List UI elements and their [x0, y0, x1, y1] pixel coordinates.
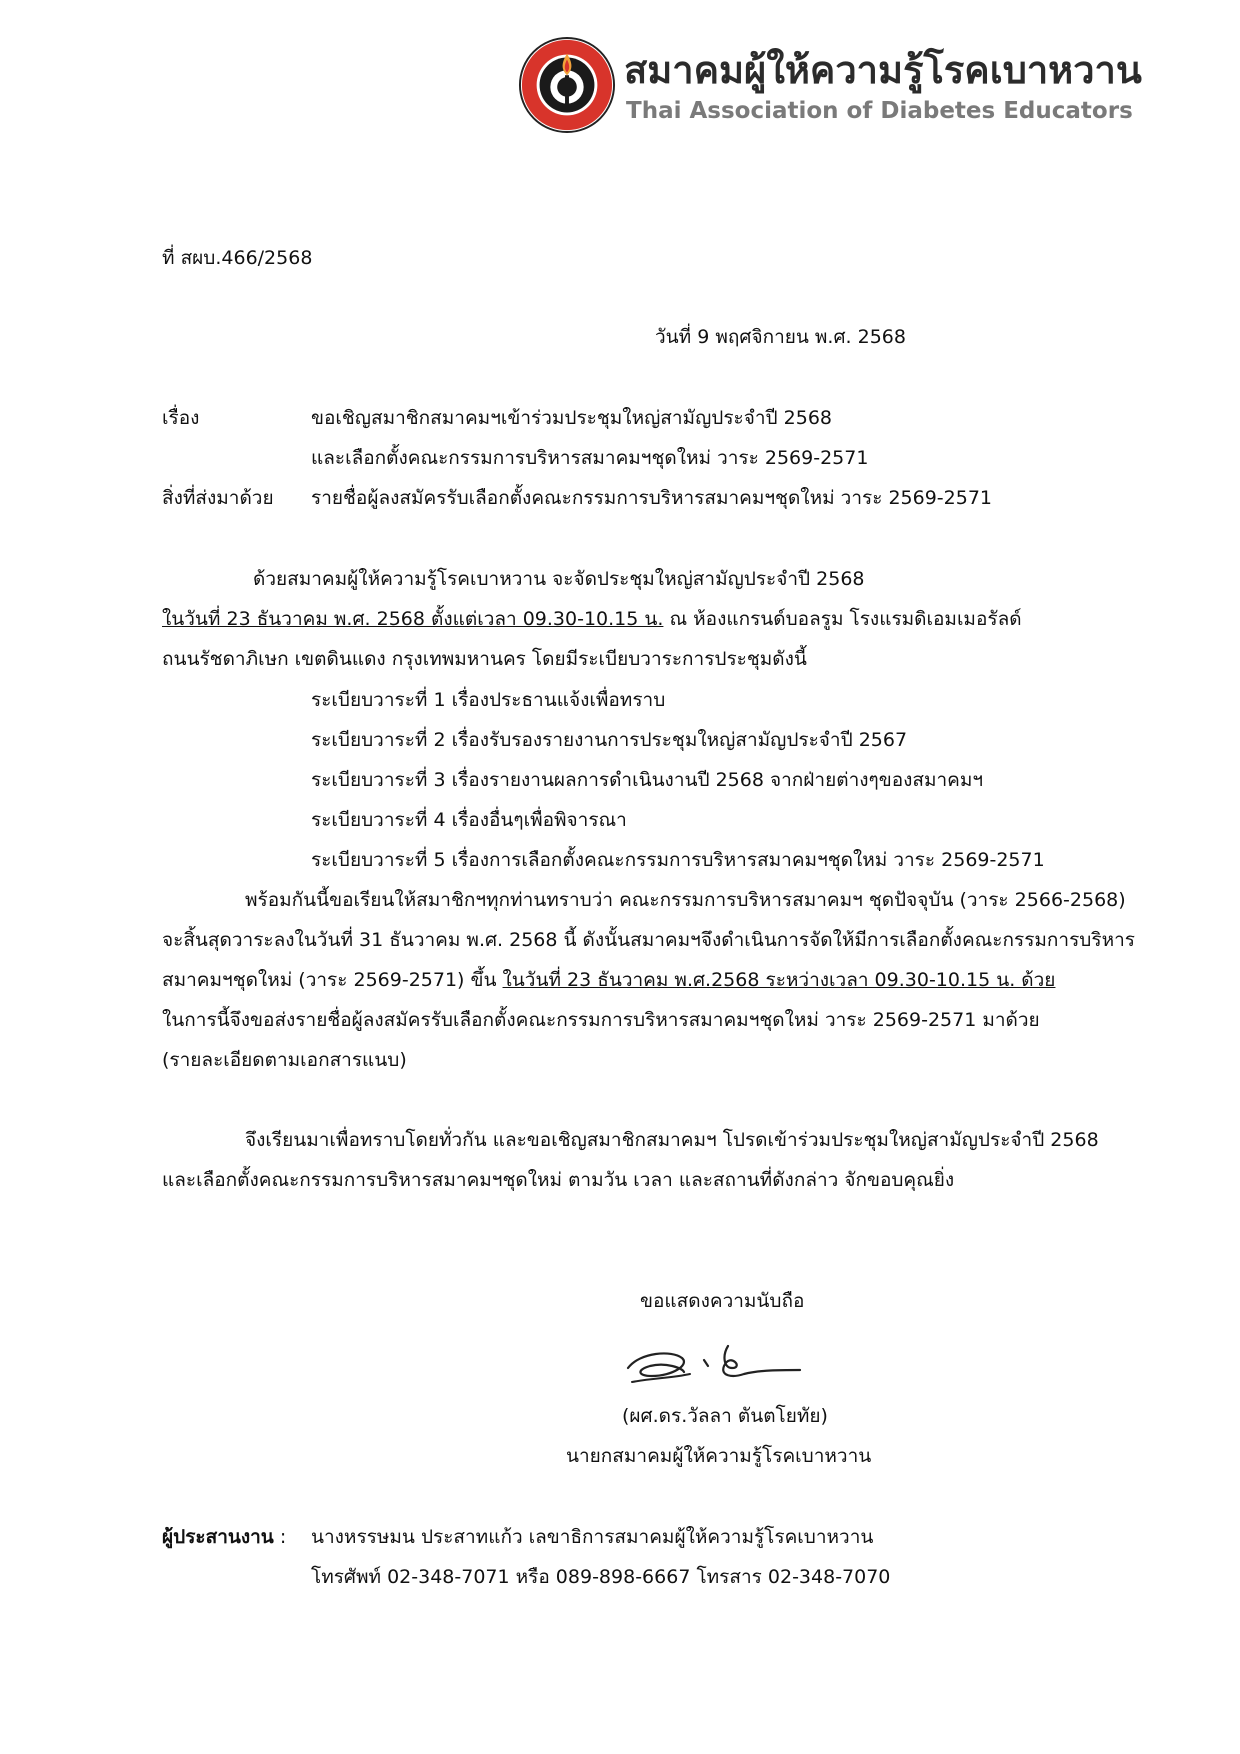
signer-title: นายกสมาคมผู้ให้ความรู้โรคเบาหวาน: [566, 1445, 872, 1467]
paragraph-2-line-5: (รายละเอียดตามเอกสารแนบ): [162, 1049, 407, 1071]
meeting-venue: ณ ห้องแกรนด์บอลรูม โรงแรมดิเอมเมอรัลด์: [663, 608, 1022, 630]
paragraph-2-line-1: พร้อมกันนี้ขอเรียนให้สมาชิกฯทุกท่านทราบว่า คณะกรรมการบริหารสมาคมฯ ชุดปัจจุบัน (วาระ 2566-2568): [245, 889, 1126, 911]
enclosure-text: รายชื่อผู้ลงสมัครรับเลือกตั้งคณะกรรมการบริหารสมาคมฯชุดใหม่ วาระ 2569-2571: [311, 487, 993, 509]
subject-label: เรื่อง: [162, 407, 200, 429]
meeting-date-time: ในวันที่ 23 ธันวาคม พ.ศ. 2568 ตั้งแต่เวลา 09.30-10.15 น.: [162, 608, 664, 630]
agenda-item: ระเบียบวาระที่ 3 เรื่องรายงานผลการดำเนินงานปี 2568 จากฝ่ายต่างๆของสมาคมฯ: [311, 769, 984, 791]
agenda-item: ระเบียบวาระที่ 5 เรื่องการเลือกตั้งคณะกรรมการบริหารสมาคมฯชุดใหม่ วาระ 2569-2571: [311, 849, 1045, 871]
association-logo-icon: [518, 36, 616, 134]
coordinator-label-row: [162, 1525, 286, 1549]
signature-icon: [620, 1338, 820, 1390]
paragraph-2-line-3: [162, 968, 1055, 992]
paragraph-2-line-4: ในการนี้จึงขอส่งรายชื่อผู้ลงสมัครรับเลือกตั้งคณะกรรมการบริหารสมาคมฯชุดใหม่ วาระ 2569-2571 มาด้วย: [162, 1009, 1040, 1031]
closing-regards: ขอแสดงความนับถือ: [640, 1290, 805, 1312]
election-date-time: ในวันที่ 23 ธันวาคม พ.ศ.2568 ระหว่างเวลา 09.30-10.15 น. ด้วย: [502, 969, 1056, 991]
coordinator-contact: โทรศัพท์ 02-348-7071 หรือ 089-898-6667 โทรสาร 02-348-7070: [311, 1566, 891, 1588]
subject-line-1: ขอเชิญสมาชิกสมาคมฯเข้าร่วมประชุมใหญ่สามัญประจำปี 2568: [311, 407, 832, 429]
reference-number: ที่ สผบ.466/2568: [162, 247, 313, 269]
signer-name: (ผศ.ดร.วัลลา ตันตโยทัย): [622, 1405, 828, 1427]
paragraph-1-line-2: [162, 607, 1022, 631]
enclosure-label: สิ่งที่ส่งมาด้วย: [162, 487, 274, 509]
coordinator-name: นางหรรษมน ประสาทแก้ว เลขาธิการสมาคมผู้ให้ความรู้โรคเบาหวาน: [311, 1526, 874, 1548]
coordinator-label: ผู้ประสานงาน: [162, 1526, 274, 1548]
letter-date: วันที่ 9 พฤศจิกายน พ.ศ. 2568: [655, 326, 906, 348]
agenda-item: ระเบียบวาระที่ 1 เรื่องประธานแจ้งเพื่อทราบ: [311, 689, 666, 711]
subject-line-2: และเลือกตั้งคณะกรรมการบริหารสมาคมฯชุดใหม่ วาระ 2569-2571: [311, 447, 869, 469]
org-name-en: Thai Association of Diabetes Educators: [626, 98, 1133, 124]
coordinator-separator: :: [273, 1526, 287, 1548]
paragraph-3-line-2: และเลือกตั้งคณะกรรมการบริหารสมาคมฯชุดใหม่ ตามวัน เวลา และสถานที่ดังกล่าว จักขอบคุณยิ่ง: [162, 1169, 955, 1191]
org-name-th: สมาคมผู้ให้ความรู้โรคเบาหวาน: [624, 48, 1142, 92]
paragraph-1-line-3: ถนนรัชดาภิเษก เขตดินแดง กรุงเทพมหานคร โดยมีระเบียบวาระการประชุมดังนี้: [162, 648, 807, 670]
agenda-item: ระเบียบวาระที่ 4 เรื่องอื่นๆเพื่อพิจารณา: [311, 809, 627, 831]
paragraph-1-line-1: ด้วยสมาคมผู้ให้ความรู้โรคเบาหวาน จะจัดประชุมใหญ่สามัญประจำปี 2568: [253, 568, 865, 590]
paragraph-3-line-1: จึงเรียนมาเพื่อทราบโดยทั่วกัน และขอเชิญสมาชิกสมาคมฯ โปรดเข้าร่วมประชุมใหญ่สามัญประจำปี 2568: [245, 1129, 1099, 1151]
election-intro: สมาคมฯชุดใหม่ (วาระ 2569-2571) ขึ้น: [162, 969, 503, 991]
agenda-item: ระเบียบวาระที่ 2 เรื่องรับรองรายงานการประชุมใหญ่สามัญประจำปี 2567: [311, 729, 908, 751]
paragraph-2-line-2: จะสิ้นสุดวาระลงในวันที่ 31 ธันวาคม พ.ศ. 2568 นี้ ดังนั้นสมาคมฯจึงดำเนินการจัดให้มีการเลือกตั้งคณะกรรมการบริหาร: [162, 929, 1135, 951]
